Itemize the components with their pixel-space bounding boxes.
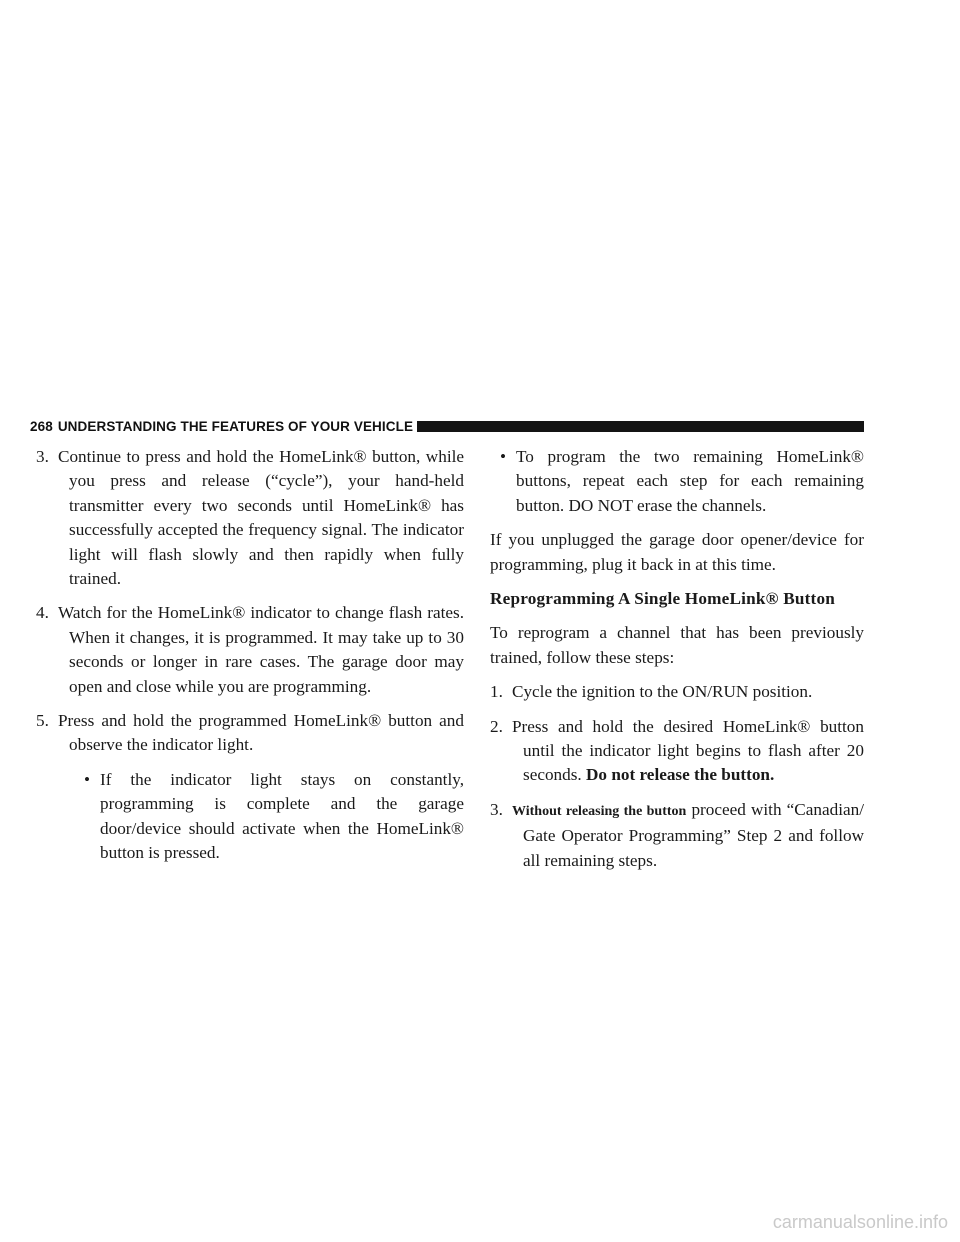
step-number: 3. (36, 447, 49, 466)
bullet-text: If the indicator light stays on constantly, programming is complete and the garage door/device should activate when the HomeLink® button is pressed. (100, 769, 464, 863)
bullet-text: To program the two remaining HomeLink® buttons, repeat each step for each remaining button. DO NOT erase the channels. (516, 447, 864, 515)
step-number: 4. (36, 603, 49, 623)
paragraph-unplugged: If you unplugged the garage door opener/device for programming, plug it back in at this time. (490, 530, 864, 574)
step-text: Continue to press and hold the HomeLink® button, while you press and release (“cycle”), your hand-held transmitter every two seconds until HomeLink® has successfully accepted the frequency signal. The indicator light will flash slowly and then rapidly when fully trained. (58, 447, 464, 589)
step-number: 5. (36, 711, 49, 731)
step-4 (36, 601, 464, 699)
step-number: 1. (490, 682, 503, 702)
header-rule (417, 421, 864, 432)
paragraph-intro: To reprogram a channel that has been previously trained, follow these steps: (490, 623, 864, 667)
step-1 (490, 680, 864, 704)
page-number: 268 (30, 418, 53, 434)
bullet-icon: • (500, 447, 507, 466)
step-number: 3. (490, 799, 503, 819)
step-text: Cycle the ignition to the ON/RUN position. (512, 682, 813, 702)
header-text (30, 419, 413, 434)
watermark: carmanualsonline.info (772, 1212, 948, 1232)
step-text: Watch for the HomeLink® indicator to change flash rates. When it changes, it is programmed. It may take up to 30 seconds or longer in rare cases. The garage door may open and close while you are programming. (58, 603, 464, 696)
step-bold-lead: Without releasing the button (512, 803, 687, 819)
bullet-indicator-constant (74, 768, 464, 866)
right-column (490, 445, 864, 883)
step-3-right (490, 798, 864, 873)
step-number: 2. (490, 716, 503, 736)
step-3 (36, 445, 464, 591)
step-text: Press and hold the desired HomeLink® button until the indicator light begins to flash after 20 seconds. (512, 716, 864, 785)
step-2 (490, 715, 864, 788)
page-header (30, 417, 864, 435)
bullet-program-remaining (490, 445, 864, 518)
left-column (36, 445, 464, 876)
step-bold-tail: Do not release the button. (586, 765, 775, 785)
step-text: Press and hold the programmed HomeLink® button and observe the indicator light. (58, 711, 464, 755)
section-title: UNDERSTANDING THE FEATURES OF YOUR VEHICLE (57, 418, 414, 434)
step-5 (36, 709, 464, 758)
bullet-icon: • (84, 769, 91, 789)
section-subheading: Reprogramming A Single HomeLink® Button (490, 589, 836, 609)
step-text: proceed with “Canadian/ Gate Operator Programming” Step 2 and follow all remaining steps. (523, 799, 864, 870)
